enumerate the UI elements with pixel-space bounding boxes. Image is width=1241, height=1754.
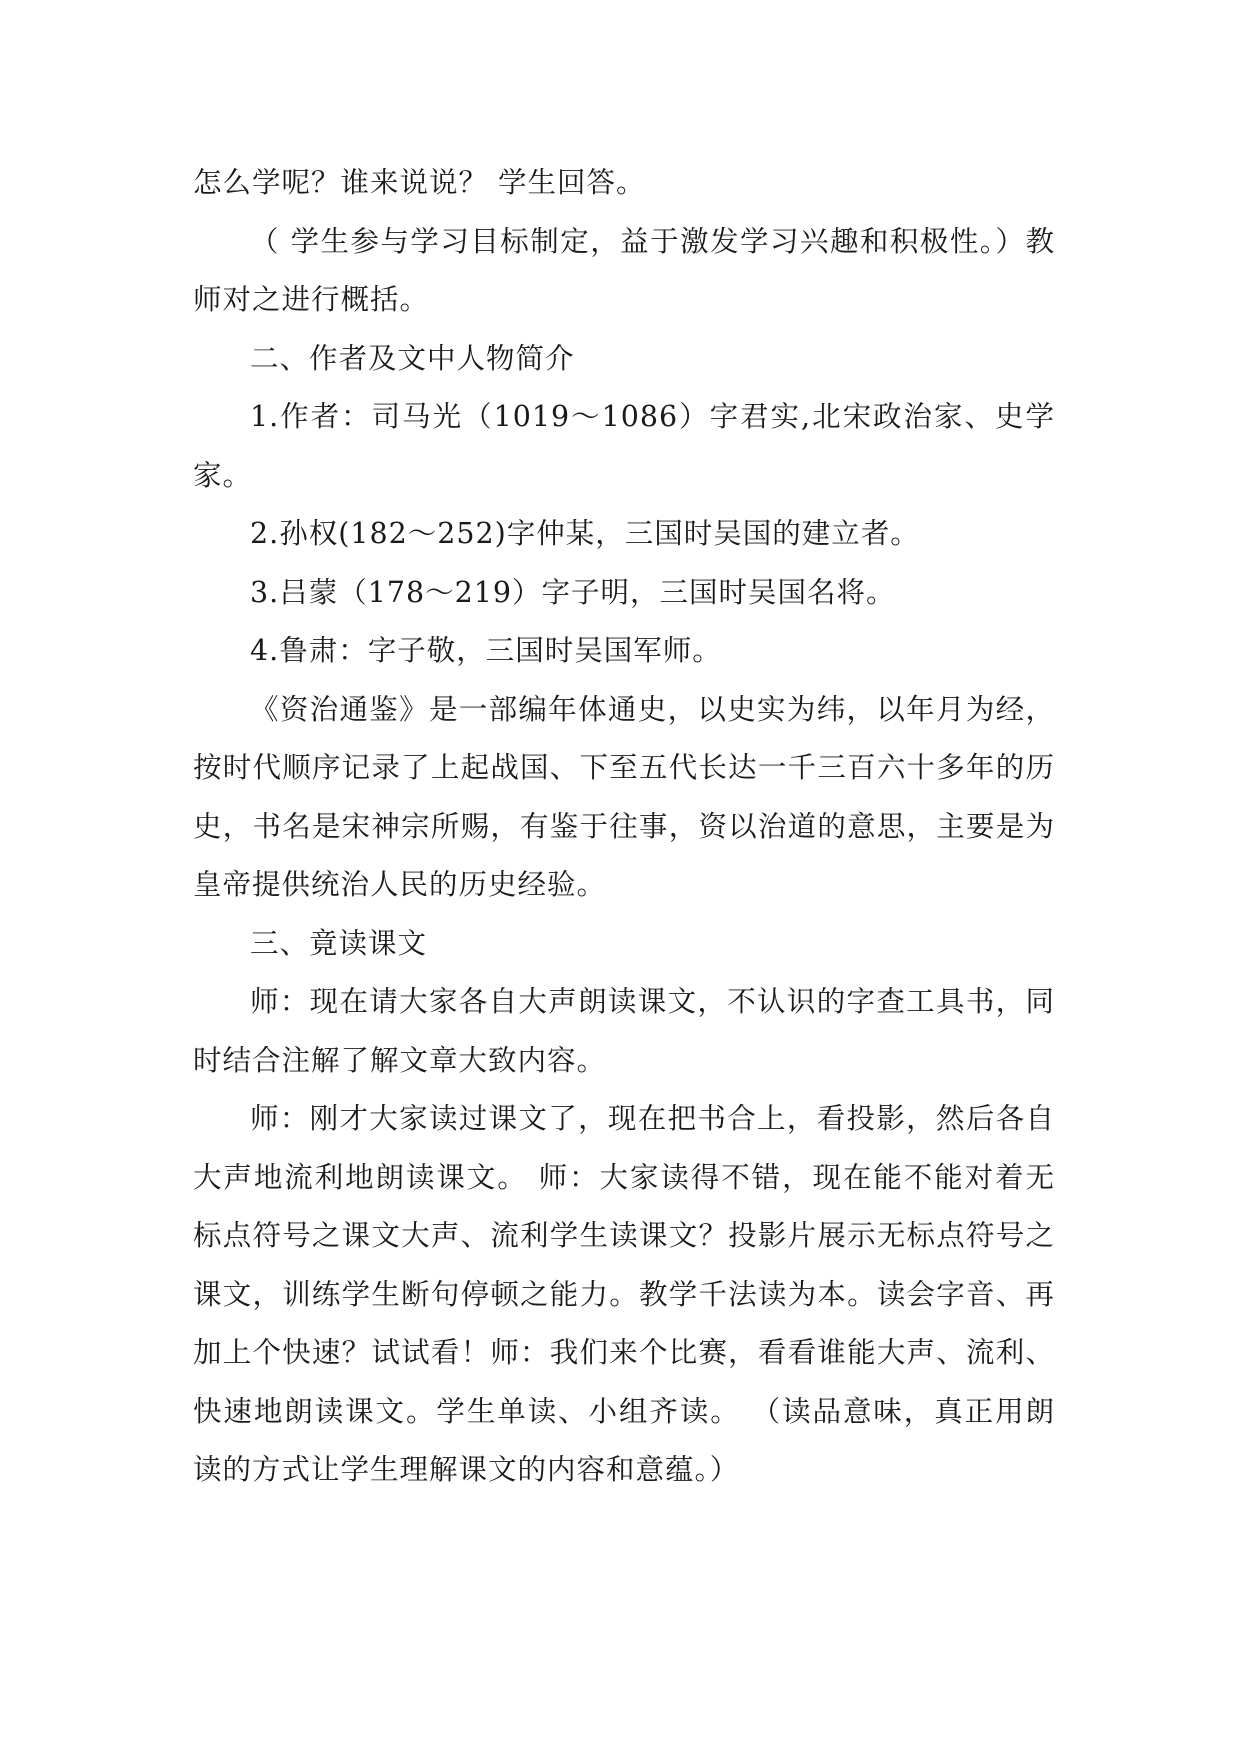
list-item-lu-su: 4.鲁肃：字子敬，三国时吴国军师。	[250, 634, 722, 667]
section-heading-author-intro: 二、作者及文中人物简介	[250, 341, 575, 375]
paragraph-teacher-instruction-1: 师：现在请大家各自大声朗读课文，不认识的字查工具书，同时结合注解了解文章大致内容。	[193, 985, 1055, 1077]
list-item-author: 1.作者：司马光（1019～1086）字君实,北宋政治家、史学家。	[193, 400, 1055, 492]
paragraph-question: 怎么学呢？谁来说说？ 学生回答。	[193, 166, 646, 199]
list-item-sun-quan: 2.孙权(182～252)字仲某，三国时吴国的建立者。	[250, 517, 920, 550]
paragraph-zizhi-tongjian: 《资治通鉴》是一部编年体通史，以史实为纬，以年月为经，按时代顺序记录了上起战国、下至五代长达一千三百六十多年的历史，书名是宋神宗所赐，有鉴于往事，资以治道的意思，主要是为皇帝提供统治人民的历史经验。	[193, 692, 1055, 901]
paragraph-goal-note: （ 学生参与学习目标制定，益于激发学习兴趣和积极性。）教师对之进行概括。	[193, 224, 1055, 316]
section-heading-reading: 三、竟读课文	[250, 926, 428, 960]
document-body	[193, 154, 1055, 1500]
paragraph-teacher-instruction-2: 师：刚才大家读过课文了，现在把书合上，看投影，然后各自大声地流利地朗读课文。 师：大家读得不错，现在能不能对着无标点符号之课文大声、流利学生读课文？投影片展示无标点符号之课文，训练学生断句停顿之能力。教学千法读为本。读会字音、再加上个快速？试试看！师：我们来个比赛，看看谁能大声、流利、快速地朗读课文。学生单读、小组齐读。 （读品意味，真正用朗读的方式让学生理解课文的内容和意蕴。）	[193, 1102, 1055, 1486]
list-item-lv-meng: 3.吕蒙（178～219）字子明，三国时吴国名将。	[250, 575, 896, 609]
